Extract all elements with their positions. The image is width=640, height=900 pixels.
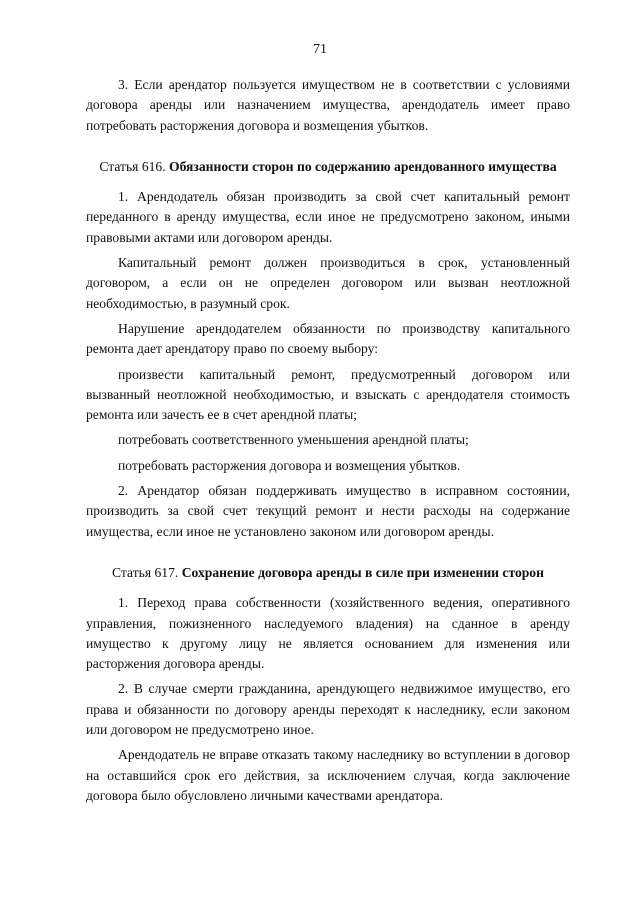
paragraph: 1. Арендодатель обязан производить за свой счет капитальный ремонт переданного в аренду имущества, если иное не предусмотрено законом, иными правовыми актами или договором аренды. [86, 189, 570, 245]
article-number: Статья 617. [112, 564, 182, 580]
paragraph: 1. Переход права собственности (хозяйственного ведения, оперативного управления, пожизненного наследуемого владения) на сданное в аренду имущество к другому лицу не является основанием для изменения или расторжения договора аренды. [86, 595, 570, 672]
paragraph: 2. В случае смерти гражданина, арендующего недвижимое имущество, его права и обязанности по договору аренды переходят к наследнику, если законом или договором не предусмотрено иное. [86, 681, 570, 738]
article-heading [86, 563, 570, 583]
paragraph: потребовать соответственного уменьшения арендной платы; [118, 432, 469, 448]
paragraph: Нарушение арендодателем обязанности по производству капитального ремонта дает арендатору право по своему выбору: [86, 320, 570, 357]
article-number: Статья 616. [99, 158, 170, 174]
paragraph: 2. Арендатор обязан поддерживать имущество в исправном состоянии, производить за свой счет текущий ремонт и нести расходы на содержание имущества, если иное не установлено законом или договором аренды. [86, 483, 570, 539]
paragraph: Капитальный ремонт должен производиться в срок, установленный договором, а если он не определен договором или вызван неотложной необходимостью, в разумный срок. [86, 255, 570, 311]
paragraph: произвести капитальный ремонт, предусмотренный договором или вызванный неотложной необходимостью, и взыскать с арендодателя стоимость ремонта или зачесть ее в счет арендной платы; [86, 366, 570, 423]
document-body [86, 75, 570, 806]
article-title: Сохранение договора аренды в силе при изменении сторон [181, 564, 544, 580]
page-number: 71 [313, 42, 327, 57]
paragraph: Арендодатель не вправе отказать такому наследнику во вступлении в договор на оставшийся срок его действия, за исключением случая, когда заключение договора было обусловлено личными качествами арендатора. [86, 747, 570, 803]
article-title: Обязанности сторон по содержанию арендованного имущества [169, 158, 557, 174]
paragraph: потребовать расторжения договора и возмещения убытков. [118, 457, 461, 473]
paragraph: 3. Если арендатор пользуется имуществом не в соответствии с условиями договора аренды или назначением имущества, арендодатель имеет право потребовать расторжения договора и возмещения убытков. [86, 77, 570, 133]
article-heading [86, 157, 570, 177]
